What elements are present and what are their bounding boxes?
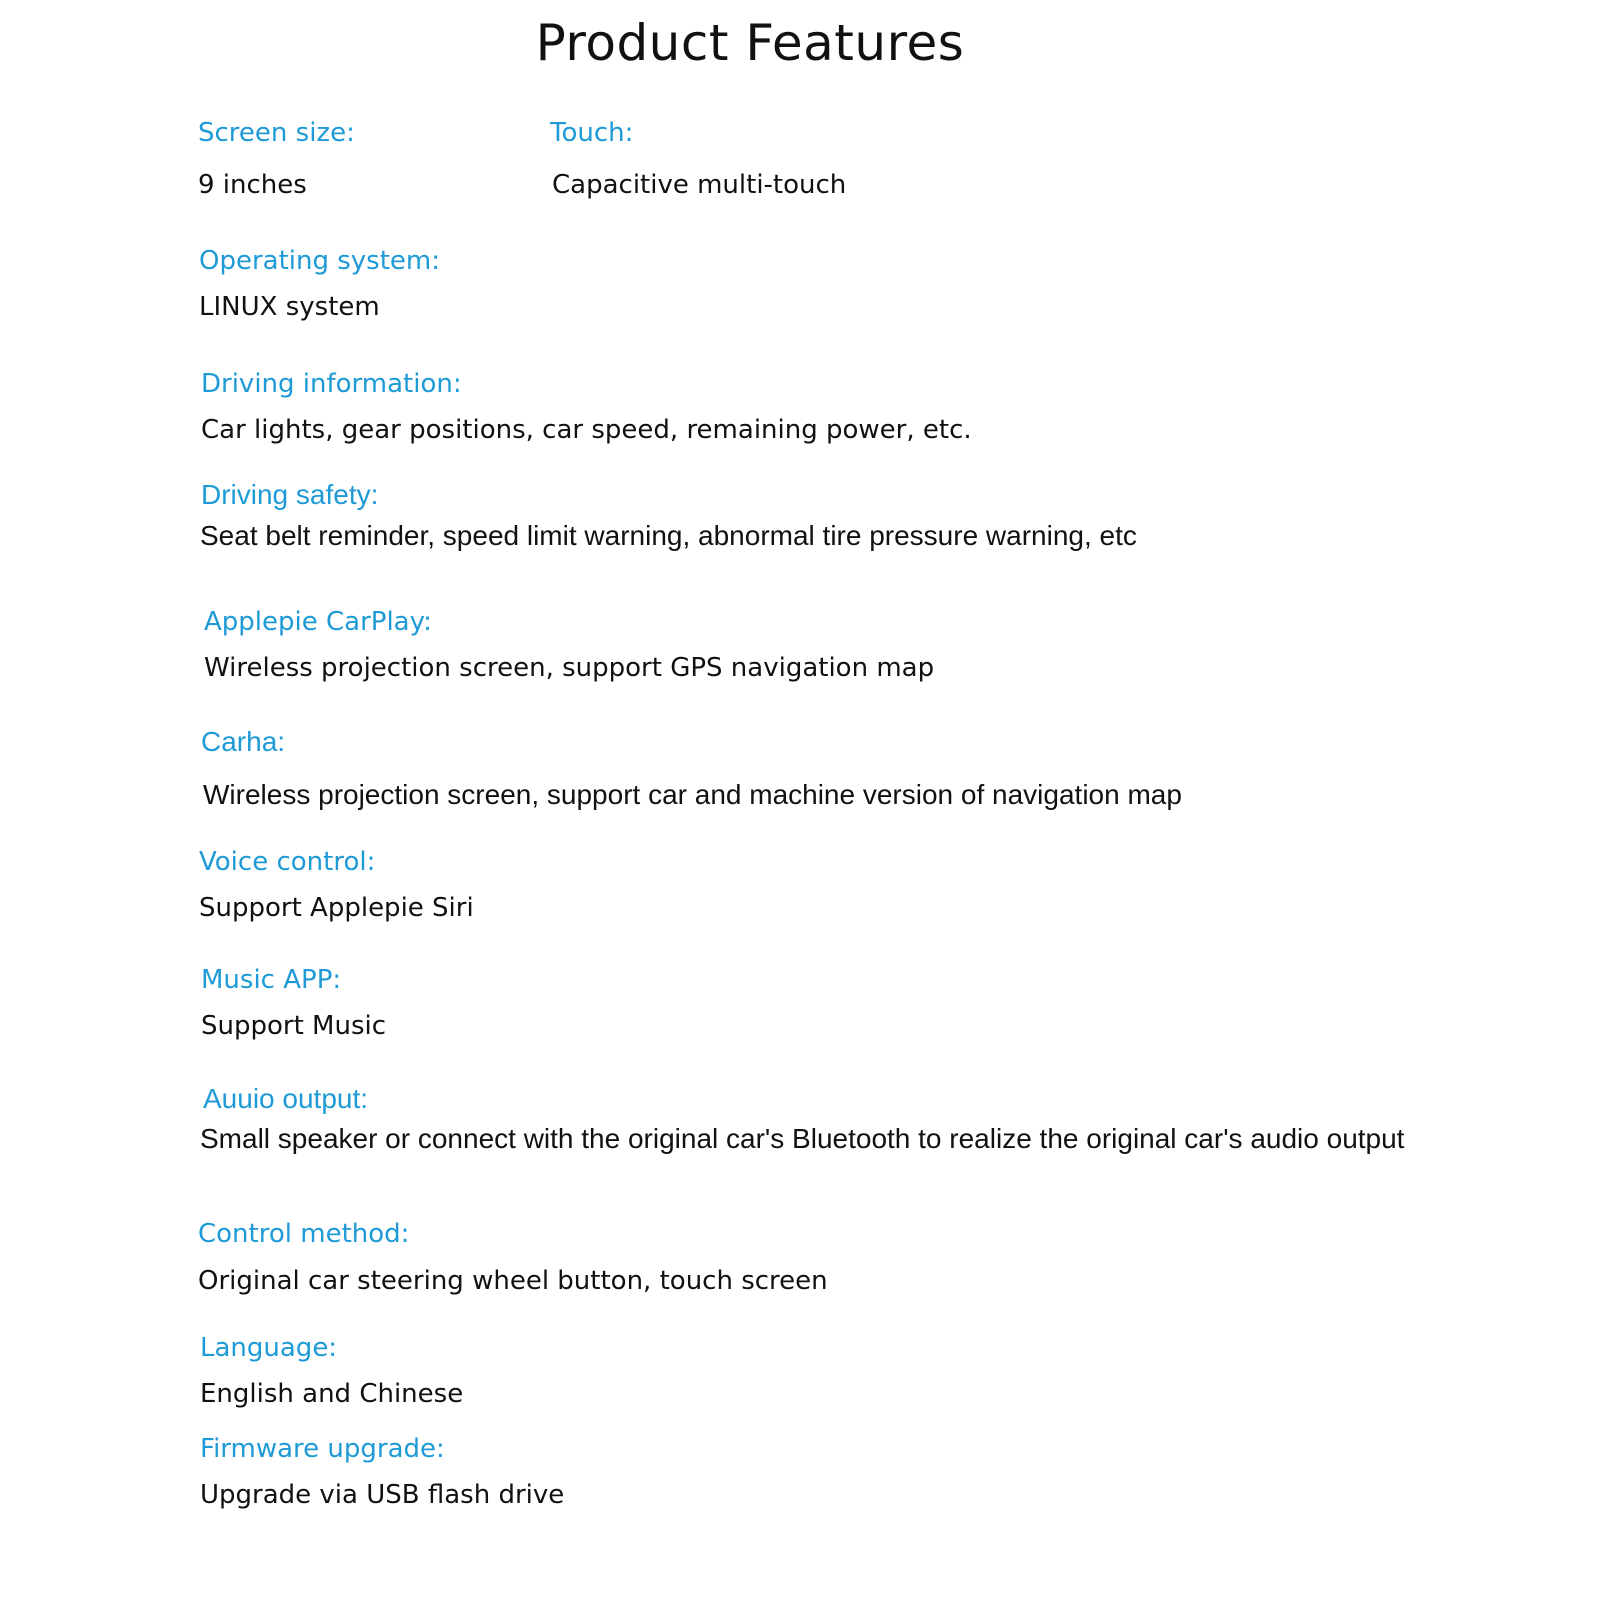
control-method-label: Control method:	[198, 1219, 410, 1249]
language-value: English and Chinese	[200, 1379, 464, 1409]
audio-output-label: Auuio output:	[203, 1083, 369, 1114]
screen-size-label: Screen size:	[198, 118, 355, 148]
touch-label: Touch:	[550, 118, 634, 148]
touch-value: Capacitive multi-touch	[552, 170, 847, 200]
audio-output-value: Small speaker or connect with the original car's Bluetooth to realize the original car's audio output	[200, 1123, 1405, 1154]
voice-control-label: Voice control:	[199, 847, 376, 877]
page-title: Product Features	[535, 14, 965, 72]
music-app-label: Music APP:	[201, 965, 342, 995]
music-app-value: Support Music	[201, 1011, 387, 1041]
firmware-upgrade-value: Upgrade via USB flash drive	[200, 1480, 565, 1510]
driving-safety-label: Driving safety:	[201, 479, 379, 510]
carplay-label: Applepie CarPlay:	[204, 607, 432, 637]
language-label: Language:	[200, 1333, 338, 1363]
voice-control-value: Support Applepie Siri	[199, 893, 474, 923]
firmware-upgrade-label: Firmware upgrade:	[200, 1434, 445, 1464]
driving-safety-value: Seat belt reminder, speed limit warning, abnormal tire pressure warning, etc	[200, 520, 1137, 551]
driving-information-value: Car lights, gear positions, car speed, remaining power, etc.	[201, 415, 972, 445]
driving-information-label: Driving information:	[201, 369, 462, 399]
carha-label: Carha:	[201, 726, 286, 757]
carplay-value: Wireless projection screen, support GPS navigation map	[204, 653, 935, 683]
operating-system-value: LINUX system	[199, 292, 380, 322]
carha-value: Wireless projection screen, support car and machine version of navigation map	[203, 779, 1182, 810]
screen-size-value: 9 inches	[198, 170, 307, 200]
operating-system-label: Operating system:	[199, 246, 441, 276]
control-method-value: Original car steering wheel button, touch screen	[198, 1266, 828, 1296]
